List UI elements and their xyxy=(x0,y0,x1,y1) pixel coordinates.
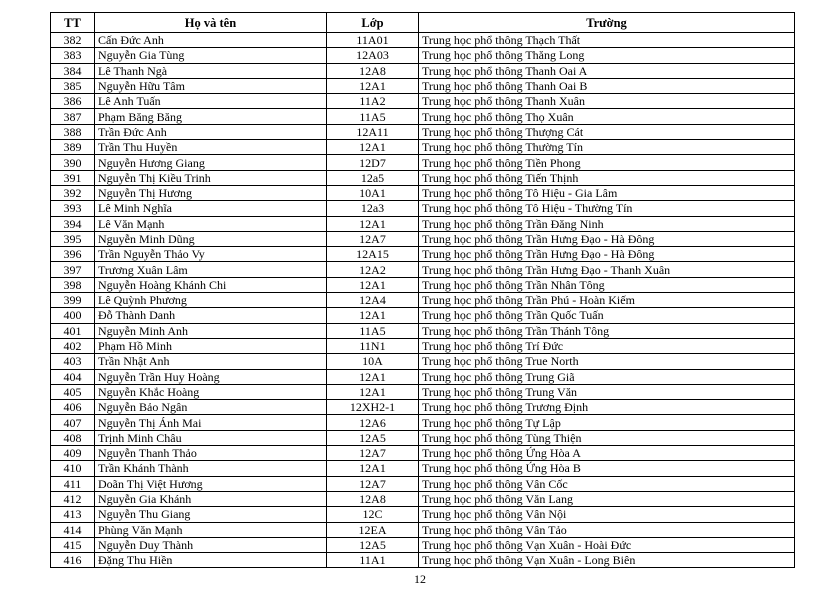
table-row xyxy=(51,430,795,445)
cell-school: Trung học phổ thông Thạch Thất xyxy=(419,33,795,48)
cell-name: Đỗ Thành Danh xyxy=(95,308,327,323)
cell-name: Nguyễn Minh Anh xyxy=(95,323,327,338)
cell-school: Trung học phổ thông Tiền Phong xyxy=(419,155,795,170)
cell-school: Trung học phổ thông Trần Hưng Đạo - Hà Đông xyxy=(419,231,795,246)
table-row xyxy=(51,201,795,216)
table-row xyxy=(51,400,795,415)
cell-name: Nguyễn Khắc Hoàng xyxy=(95,384,327,399)
cell-class: 11A1 xyxy=(327,553,419,568)
table-row xyxy=(51,446,795,461)
cell-class: 12A15 xyxy=(327,247,419,262)
cell-name: Phạm Băng Băng xyxy=(95,109,327,124)
table-row xyxy=(51,185,795,200)
table-row xyxy=(51,354,795,369)
cell-tt: 401 xyxy=(51,323,95,338)
cell-class: 12A6 xyxy=(327,415,419,430)
table-row xyxy=(51,231,795,246)
table-row xyxy=(51,63,795,78)
table-row xyxy=(51,216,795,231)
cell-tt: 406 xyxy=(51,400,95,415)
table-row xyxy=(51,308,795,323)
table-header xyxy=(51,13,795,33)
cell-tt: 399 xyxy=(51,293,95,308)
cell-name: Nguyễn Thị Ánh Mai xyxy=(95,415,327,430)
cell-school: Trung học phổ thông Vân Cốc xyxy=(419,476,795,491)
table-row xyxy=(51,491,795,506)
cell-school: Trung học phổ thông True North xyxy=(419,354,795,369)
header-name: Họ và tên xyxy=(95,13,327,33)
cell-class: 12a5 xyxy=(327,170,419,185)
cell-name: Trần Khánh Thành xyxy=(95,461,327,476)
table-row xyxy=(51,170,795,185)
cell-name: Lê Minh Nghĩa xyxy=(95,201,327,216)
cell-school: Trung học phổ thông Trần Nhân Tông xyxy=(419,277,795,292)
cell-school: Trung học phổ thông Vân Nội xyxy=(419,507,795,522)
cell-class: 11A01 xyxy=(327,33,419,48)
table-row xyxy=(51,262,795,277)
cell-name: Nguyễn Hữu Tâm xyxy=(95,78,327,93)
cell-tt: 395 xyxy=(51,231,95,246)
cell-class: 12A5 xyxy=(327,537,419,552)
cell-tt: 393 xyxy=(51,201,95,216)
cell-name: Trần Thu Huyền xyxy=(95,140,327,155)
cell-school: Trung học phổ thông Thanh Oai B xyxy=(419,78,795,93)
cell-tt: 412 xyxy=(51,491,95,506)
cell-school: Trung học phổ thông Tiến Thịnh xyxy=(419,170,795,185)
cell-class: 12C xyxy=(327,507,419,522)
table-row xyxy=(51,124,795,139)
cell-school: Trung học phổ thông Trung Văn xyxy=(419,384,795,399)
table-row xyxy=(51,155,795,170)
header-tt: TT xyxy=(51,13,95,33)
cell-school: Trung học phổ thông Ứng Hòa A xyxy=(419,446,795,461)
cell-school: Trung học phổ thông Thọ Xuân xyxy=(419,109,795,124)
cell-tt: 384 xyxy=(51,63,95,78)
cell-tt: 391 xyxy=(51,170,95,185)
cell-tt: 413 xyxy=(51,507,95,522)
cell-tt: 415 xyxy=(51,537,95,552)
cell-school: Trung học phổ thông Thăng Long xyxy=(419,48,795,63)
table-row xyxy=(51,476,795,491)
table-row xyxy=(51,109,795,124)
cell-name: Doãn Thị Việt Hương xyxy=(95,476,327,491)
cell-class: 12A03 xyxy=(327,48,419,63)
cell-name: Lê Anh Tuấn xyxy=(95,94,327,109)
cell-name: Trần Nguyễn Thảo Vy xyxy=(95,247,327,262)
cell-name: Phùng Văn Mạnh xyxy=(95,522,327,537)
cell-school: Trung học phổ thông Thường Tín xyxy=(419,140,795,155)
cell-tt: 383 xyxy=(51,48,95,63)
table-row xyxy=(51,247,795,262)
cell-class: 12A7 xyxy=(327,231,419,246)
cell-school: Trung học phổ thông Vạn Xuân - Hoài Đức xyxy=(419,537,795,552)
cell-tt: 390 xyxy=(51,155,95,170)
cell-tt: 403 xyxy=(51,354,95,369)
cell-class: 12A7 xyxy=(327,446,419,461)
table-row xyxy=(51,507,795,522)
table-row xyxy=(51,369,795,384)
cell-school: Trung học phổ thông Trần Phú - Hoàn Kiếm xyxy=(419,293,795,308)
cell-tt: 411 xyxy=(51,476,95,491)
table-row xyxy=(51,537,795,552)
table-row xyxy=(51,338,795,353)
cell-tt: 389 xyxy=(51,140,95,155)
cell-class: 12A8 xyxy=(327,63,419,78)
cell-tt: 402 xyxy=(51,338,95,353)
cell-tt: 408 xyxy=(51,430,95,445)
cell-tt: 407 xyxy=(51,415,95,430)
cell-tt: 409 xyxy=(51,446,95,461)
table-row xyxy=(51,140,795,155)
cell-class: 11N1 xyxy=(327,338,419,353)
cell-class: 10A xyxy=(327,354,419,369)
table-row xyxy=(51,293,795,308)
table-row xyxy=(51,48,795,63)
cell-class: 11A5 xyxy=(327,323,419,338)
table-row xyxy=(51,461,795,476)
cell-school: Trung học phổ thông Thanh Xuân xyxy=(419,94,795,109)
cell-name: Nguyễn Gia Khánh xyxy=(95,491,327,506)
cell-class: 12XH2-1 xyxy=(327,400,419,415)
cell-tt: 410 xyxy=(51,461,95,476)
cell-class: 12A1 xyxy=(327,369,419,384)
cell-school: Trung học phổ thông Ứng Hòa B xyxy=(419,461,795,476)
table-row xyxy=(51,553,795,568)
cell-school: Trung học phổ thông Tô Hiệu - Gia Lâm xyxy=(419,185,795,200)
cell-name: Nguyễn Gia Tùng xyxy=(95,48,327,63)
cell-class: 10A1 xyxy=(327,185,419,200)
cell-name: Nguyễn Thanh Thảo xyxy=(95,446,327,461)
table-row xyxy=(51,94,795,109)
cell-class: 12a3 xyxy=(327,201,419,216)
cell-name: Lê Thanh Ngà xyxy=(95,63,327,78)
table-row xyxy=(51,415,795,430)
cell-name: Nguyễn Thị Hương xyxy=(95,185,327,200)
document-page xyxy=(50,12,794,568)
cell-class: 12A4 xyxy=(327,293,419,308)
cell-class: 12A5 xyxy=(327,430,419,445)
table-row xyxy=(51,522,795,537)
cell-tt: 396 xyxy=(51,247,95,262)
cell-name: Nguyễn Thu Giang xyxy=(95,507,327,522)
cell-tt: 404 xyxy=(51,369,95,384)
cell-class: 11A5 xyxy=(327,109,419,124)
cell-class: 12A1 xyxy=(327,308,419,323)
cell-school: Trung học phổ thông Văn Lang xyxy=(419,491,795,506)
cell-name: Nguyễn Hoàng Khánh Chi xyxy=(95,277,327,292)
cell-class: 12D7 xyxy=(327,155,419,170)
cell-school: Trung học phổ thông Trương Định xyxy=(419,400,795,415)
cell-school: Trung học phổ thông Thượng Cát xyxy=(419,124,795,139)
cell-class: 12A8 xyxy=(327,491,419,506)
cell-name: Trương Xuân Lâm xyxy=(95,262,327,277)
cell-school: Trung học phổ thông Vân Tảo xyxy=(419,522,795,537)
cell-tt: 385 xyxy=(51,78,95,93)
cell-school: Trung học phổ thông Tô Hiệu - Thường Tín xyxy=(419,201,795,216)
cell-name: Đặng Thu Hiền xyxy=(95,553,327,568)
cell-school: Trung học phổ thông Tùng Thiện xyxy=(419,430,795,445)
cell-name: Nguyễn Hương Giang xyxy=(95,155,327,170)
cell-tt: 414 xyxy=(51,522,95,537)
cell-tt: 382 xyxy=(51,33,95,48)
cell-name: Lê Văn Mạnh xyxy=(95,216,327,231)
cell-class: 12A1 xyxy=(327,277,419,292)
cell-school: Trung học phổ thông Vạn Xuân - Long Biên xyxy=(419,553,795,568)
cell-class: 12A1 xyxy=(327,78,419,93)
cell-school: Trung học phổ thông Trung Giã xyxy=(419,369,795,384)
cell-tt: 397 xyxy=(51,262,95,277)
cell-tt: 400 xyxy=(51,308,95,323)
cell-school: Trung học phổ thông Trí Đức xyxy=(419,338,795,353)
cell-name: Nguyễn Trần Huy Hoàng xyxy=(95,369,327,384)
cell-school: Trung học phổ thông Trần Hưng Đạo - Thanh Xuân xyxy=(419,262,795,277)
table-row xyxy=(51,33,795,48)
cell-school: Trung học phổ thông Trần Đăng Ninh xyxy=(419,216,795,231)
cell-school: Trung học phổ thông Trần Quốc Tuấn xyxy=(419,308,795,323)
cell-class: 12A1 xyxy=(327,216,419,231)
cell-class: 12A1 xyxy=(327,140,419,155)
cell-tt: 405 xyxy=(51,384,95,399)
table-body xyxy=(51,33,795,568)
student-table xyxy=(50,12,795,568)
cell-school: Trung học phổ thông Tự Lập xyxy=(419,415,795,430)
cell-name: Trịnh Minh Châu xyxy=(95,430,327,445)
cell-class: 12A1 xyxy=(327,461,419,476)
page-number: 12 xyxy=(414,572,426,586)
cell-name: Nguyễn Thị Kiều Trinh xyxy=(95,170,327,185)
cell-name: Lê Quỳnh Phương xyxy=(95,293,327,308)
table-row xyxy=(51,323,795,338)
cell-class: 11A2 xyxy=(327,94,419,109)
cell-tt: 398 xyxy=(51,277,95,292)
table-row xyxy=(51,277,795,292)
cell-school: Trung học phổ thông Thanh Oai A xyxy=(419,63,795,78)
cell-school: Trung học phổ thông Trần Thánh Tông xyxy=(419,323,795,338)
table-row xyxy=(51,384,795,399)
cell-tt: 416 xyxy=(51,553,95,568)
cell-tt: 386 xyxy=(51,94,95,109)
cell-class: 12EA xyxy=(327,522,419,537)
table-row xyxy=(51,78,795,93)
cell-name: Nguyễn Minh Dũng xyxy=(95,231,327,246)
header-school: Trường xyxy=(419,13,795,33)
cell-name: Trần Đức Anh xyxy=(95,124,327,139)
cell-name: Trần Nhật Anh xyxy=(95,354,327,369)
cell-class: 12A2 xyxy=(327,262,419,277)
header-row xyxy=(51,13,795,33)
cell-name: Nguyễn Bảo Ngân xyxy=(95,400,327,415)
cell-class: 12A7 xyxy=(327,476,419,491)
cell-name: Cấn Đức Anh xyxy=(95,33,327,48)
cell-tt: 392 xyxy=(51,185,95,200)
cell-class: 12A11 xyxy=(327,124,419,139)
cell-name: Nguyễn Duy Thành xyxy=(95,537,327,552)
cell-class: 12A1 xyxy=(327,384,419,399)
cell-school: Trung học phổ thông Trần Hưng Đạo - Hà Đông xyxy=(419,247,795,262)
header-class: Lớp xyxy=(327,13,419,33)
cell-tt: 388 xyxy=(51,124,95,139)
cell-tt: 394 xyxy=(51,216,95,231)
cell-tt: 387 xyxy=(51,109,95,124)
cell-name: Phạm Hồ Minh xyxy=(95,338,327,353)
